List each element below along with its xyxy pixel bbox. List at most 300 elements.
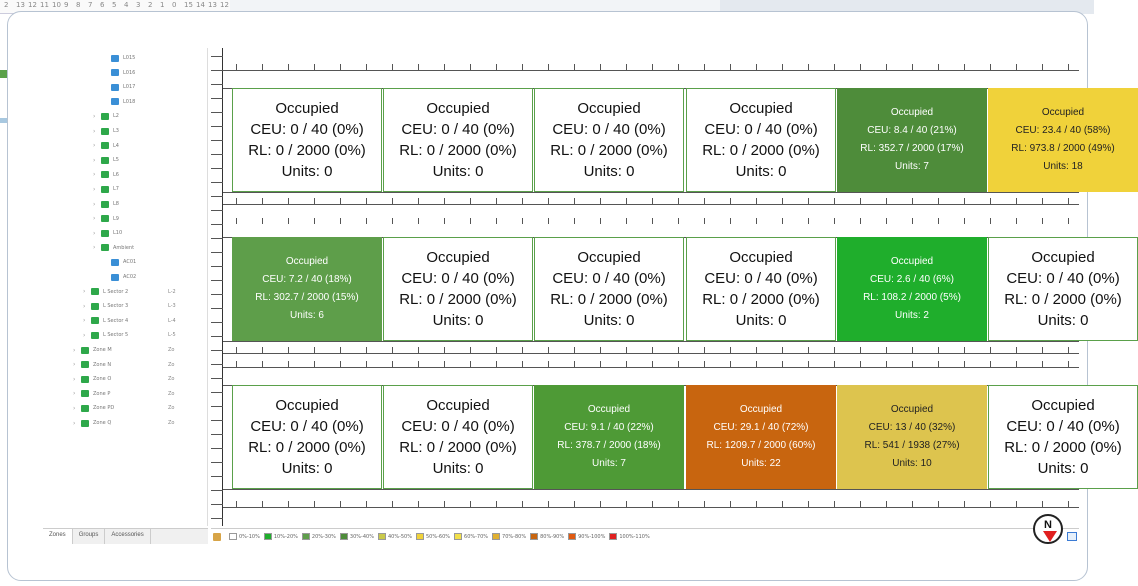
- grid-tick: [392, 347, 393, 353]
- grid-tick: [652, 218, 653, 224]
- expand-icon[interactable]: ›: [93, 215, 96, 223]
- tree-item[interactable]: [73, 344, 175, 356]
- grid-tick: [1042, 347, 1043, 353]
- cell-status: Occupied: [275, 397, 339, 414]
- zone-icon: [91, 332, 99, 339]
- tree-item-code: Zo: [168, 405, 175, 412]
- grid-tick: [340, 501, 341, 507]
- grid-tick: [1042, 361, 1043, 367]
- grid-tick: [808, 347, 809, 353]
- grid-tick: [782, 198, 783, 204]
- tree-item[interactable]: [73, 417, 175, 429]
- expand-icon[interactable]: ›: [83, 317, 86, 325]
- grid-tick: [366, 64, 367, 70]
- ruler-tick: [211, 322, 223, 323]
- grid-tick: [990, 361, 991, 367]
- tree-item-label: L4: [113, 142, 119, 149]
- zone-icon: [111, 84, 119, 91]
- grid-tick: [574, 198, 575, 204]
- cell-ceu: CEU: 0 / 40 (0%): [250, 121, 364, 138]
- grid-tick: [314, 347, 315, 353]
- tree-item-label: Zone O: [93, 376, 112, 383]
- grid-tick: [444, 501, 445, 507]
- tree-item-label: L018: [123, 98, 136, 105]
- tree-item[interactable]: [83, 329, 176, 341]
- tree-item-label: Zone P: [93, 390, 111, 397]
- ruler-label: 10: [52, 1, 61, 9]
- cell-status: Occupied: [426, 249, 490, 266]
- tree-item-code: Zo: [168, 376, 175, 383]
- grid-tick: [730, 218, 731, 224]
- ruler-label: 0: [172, 1, 177, 9]
- grid-tick: [418, 347, 419, 353]
- grid-tick: [704, 361, 705, 367]
- ruler-tick: [211, 392, 223, 393]
- grid-tick: [496, 218, 497, 224]
- cell-rl: RL: 108.2 / 2000 (5%): [863, 292, 961, 303]
- tree-item-code: Zo: [168, 347, 175, 353]
- cell-rl: RL: 541 / 1938 (27%): [864, 440, 960, 451]
- compass-label: N: [1044, 519, 1052, 531]
- grid-tick: [834, 347, 835, 353]
- storage-cell[interactable]: [837, 88, 987, 192]
- grid-tick: [990, 501, 991, 507]
- cell-status: Occupied: [890, 256, 934, 267]
- grid-tick: [236, 198, 237, 204]
- grid-tick: [964, 361, 965, 367]
- legend-label: 40%-50%: [387, 533, 412, 540]
- tree-item[interactable]: [93, 140, 147, 152]
- ruler-tick: [211, 406, 223, 407]
- grid-tick: [938, 218, 939, 224]
- aisle-line: [223, 341, 1079, 342]
- grid-tick: [808, 64, 809, 70]
- aisle-line: [223, 489, 1079, 490]
- grid-tick: [548, 347, 549, 353]
- storage-cell[interactable]: [686, 88, 836, 192]
- tree-item-label: L015: [123, 55, 136, 61]
- expand-icon[interactable]: ›: [83, 288, 86, 296]
- window-icon[interactable]: [1067, 532, 1077, 541]
- storage-cell[interactable]: [534, 385, 684, 489]
- grid-tick: [990, 64, 991, 70]
- ruler-label: 12: [28, 1, 37, 9]
- cell-units: Units: 0: [281, 460, 333, 477]
- grid-tick: [548, 64, 549, 70]
- grid-tick: [1068, 361, 1069, 367]
- ruler-tick: [211, 462, 223, 463]
- tree-item[interactable]: [103, 81, 157, 93]
- tree-item[interactable]: [93, 169, 147, 181]
- tree-item-label: Zone PD: [93, 405, 115, 412]
- tree-item-code: L-4: [168, 317, 176, 324]
- grid-tick: [626, 64, 627, 70]
- cell-units: Units: 10: [892, 458, 932, 469]
- tree-item[interactable]: [93, 242, 147, 254]
- ruler-label: 7: [88, 1, 93, 9]
- grid-tick: [834, 218, 835, 224]
- storage-cell[interactable]: [232, 385, 382, 489]
- zone-icon: [101, 157, 109, 164]
- grid-tick: [678, 198, 679, 204]
- legend-item: [526, 533, 564, 540]
- grid-tick: [470, 347, 471, 353]
- storage-cell[interactable]: [837, 237, 987, 341]
- grid-tick: [262, 501, 263, 507]
- grid-tick: [522, 64, 523, 70]
- grid-tick: [808, 501, 809, 507]
- tree-item[interactable]: [103, 256, 157, 268]
- grid-tick: [340, 64, 341, 70]
- grid-tick: [496, 347, 497, 353]
- zone-icon: [81, 420, 89, 427]
- grid-tick: [1016, 218, 1017, 224]
- utilization-legend: [211, 528, 1079, 544]
- grid-tick: [678, 361, 679, 367]
- zone-icon: [81, 347, 89, 354]
- tree-item[interactable]: [103, 271, 157, 283]
- cell-ceu: CEU: 9.1 / 40 (22%): [564, 422, 654, 433]
- expand-icon[interactable]: ›: [73, 375, 76, 383]
- cell-units: Units: 0: [1037, 460, 1089, 477]
- grid-tick: [470, 501, 471, 507]
- cell-rl: RL: 0 / 2000 (0%): [550, 291, 668, 308]
- storage-cell[interactable]: [232, 88, 382, 192]
- grid-tick: [912, 501, 913, 507]
- zone-tree[interactable]: [43, 48, 208, 526]
- cell-rl: RL: 0 / 2000 (0%): [399, 142, 517, 159]
- tree-item[interactable]: [103, 96, 157, 108]
- tree-item-code: L-2: [168, 288, 176, 295]
- legend-swatch: [530, 533, 538, 540]
- zone-icon: [101, 230, 109, 237]
- cell-status: Occupied: [739, 404, 783, 415]
- grid-tick: [730, 361, 731, 367]
- cell-ceu: CEU: 0 / 40 (0%): [401, 418, 515, 435]
- storage-cell[interactable]: [686, 385, 836, 489]
- tree-item[interactable]: [93, 213, 147, 225]
- tree-item-label: AC01: [123, 259, 137, 266]
- grid-tick: [704, 64, 705, 70]
- grid-tick: [704, 198, 705, 204]
- storage-cell[interactable]: [383, 88, 533, 192]
- expand-icon[interactable]: ›: [93, 127, 96, 135]
- grid-tick: [626, 198, 627, 204]
- legend-swatch: [492, 533, 500, 540]
- expand-icon[interactable]: ›: [73, 361, 76, 369]
- grid-tick: [730, 347, 731, 353]
- grid-tick: [1042, 64, 1043, 70]
- ruler-label: 14: [196, 1, 205, 9]
- expand-icon[interactable]: ›: [73, 404, 76, 412]
- grid-tick: [314, 198, 315, 204]
- grid-tick: [522, 361, 523, 367]
- expand-icon[interactable]: ›: [93, 200, 96, 208]
- ruler-tick: [211, 308, 223, 309]
- grid-tick: [288, 218, 289, 224]
- grid-tick: [574, 218, 575, 224]
- cell-rl: RL: 0 / 2000 (0%): [399, 291, 517, 308]
- cell-units: Units: 7: [895, 161, 929, 172]
- grid-tick: [808, 361, 809, 367]
- aisle-line: [223, 70, 1079, 71]
- grid-tick: [314, 361, 315, 367]
- ruler-tick: [211, 224, 223, 225]
- expand-icon[interactable]: ›: [93, 244, 96, 252]
- cell-rl: RL: 378.7 / 2000 (18%): [557, 440, 661, 451]
- grid-tick: [470, 198, 471, 204]
- grid-tick: [678, 218, 679, 224]
- aisle-line: [223, 204, 1079, 205]
- ruler-tick: [211, 294, 223, 295]
- storage-cell[interactable]: [383, 385, 533, 489]
- expand-icon[interactable]: ›: [93, 142, 96, 150]
- grid-tick: [496, 64, 497, 70]
- grid-tick: [938, 347, 939, 353]
- expand-icon[interactable]: ›: [93, 156, 96, 164]
- lock-icon[interactable]: [213, 533, 221, 541]
- storage-cell[interactable]: [988, 385, 1138, 489]
- ruler-tick: [211, 112, 223, 113]
- compass-icon[interactable]: [1033, 514, 1063, 544]
- tree-item[interactable]: [73, 359, 175, 371]
- grid-tick: [340, 361, 341, 367]
- legend-label: 80%-90%: [540, 533, 565, 540]
- grid-tick: [366, 198, 367, 204]
- grid-tick: [522, 501, 523, 507]
- tree-item[interactable]: [103, 67, 157, 79]
- cell-status: Occupied: [426, 100, 490, 117]
- grid-tick: [392, 198, 393, 204]
- tree-item[interactable]: [93, 110, 147, 122]
- cell-rl: RL: 0 / 2000 (0%): [248, 439, 366, 456]
- grid-tick: [860, 64, 861, 70]
- cell-status: Occupied: [285, 256, 329, 267]
- legend-item: [260, 533, 298, 540]
- tree-item[interactable]: [93, 154, 147, 166]
- ruler-tick: [211, 336, 223, 337]
- ruler-tick: [211, 434, 223, 435]
- expand-icon[interactable]: ›: [93, 185, 96, 193]
- tab-groups[interactable]: Groups: [73, 529, 106, 544]
- zone-icon: [111, 69, 119, 76]
- grid-tick: [990, 198, 991, 204]
- grid-tick: [860, 198, 861, 204]
- grid-tick: [262, 64, 263, 70]
- zone-icon: [111, 259, 119, 266]
- grid-tick: [652, 198, 653, 204]
- storage-cell[interactable]: [988, 88, 1138, 192]
- grid-tick: [860, 218, 861, 224]
- legend-item: [412, 533, 450, 540]
- tree-item[interactable]: [93, 227, 147, 239]
- grid-tick: [756, 198, 757, 204]
- grid-tick: [964, 347, 965, 353]
- grid-tick: [860, 347, 861, 353]
- cell-rl: RL: 1209.7 / 2000 (60%): [706, 440, 816, 451]
- grid-tick: [288, 501, 289, 507]
- storage-cell[interactable]: [232, 237, 382, 341]
- grid-tick: [1068, 501, 1069, 507]
- grid-tick: [470, 218, 471, 224]
- grid-tick: [600, 218, 601, 224]
- ruler-tick: [211, 252, 223, 253]
- zone-icon: [91, 303, 99, 310]
- grid-tick: [574, 361, 575, 367]
- ruler-tick: [211, 56, 223, 57]
- tree-item[interactable]: [73, 388, 175, 400]
- zone-icon: [101, 142, 109, 149]
- grid-tick: [834, 361, 835, 367]
- storage-cell[interactable]: [534, 237, 684, 341]
- zone-icon: [91, 317, 99, 324]
- grid-tick: [236, 218, 237, 224]
- grid-tick: [938, 198, 939, 204]
- floorplan-grid[interactable]: [211, 48, 1122, 526]
- grid-tick: [262, 361, 263, 367]
- expand-icon[interactable]: ›: [73, 390, 76, 398]
- grid-tick: [444, 361, 445, 367]
- grid-tick: [392, 218, 393, 224]
- ruler-label: 13: [16, 1, 25, 9]
- storage-cell[interactable]: [988, 237, 1138, 341]
- grid-tick: [548, 361, 549, 367]
- grid-tick: [678, 64, 679, 70]
- cell-units: Units: 0: [432, 312, 484, 329]
- grid-tick: [288, 347, 289, 353]
- cell-ceu: CEU: 0 / 40 (0%): [1006, 418, 1120, 435]
- grid-tick: [834, 198, 835, 204]
- grid-tick: [366, 347, 367, 353]
- grid-tick: [652, 347, 653, 353]
- tree-item-label: Ambient: [113, 244, 135, 251]
- tree-item-label: L017: [123, 84, 136, 91]
- tree-item[interactable]: [73, 402, 175, 414]
- cell-units: Units: 2: [895, 310, 929, 321]
- grid-tick: [938, 361, 939, 367]
- cell-status: Occupied: [890, 107, 934, 118]
- cell-rl: RL: 0 / 2000 (0%): [550, 142, 668, 159]
- cell-status: Occupied: [1031, 397, 1095, 414]
- grid-tick: [704, 347, 705, 353]
- expand-icon[interactable]: ›: [73, 346, 76, 354]
- storage-cell[interactable]: [837, 385, 987, 489]
- grid-tick: [444, 198, 445, 204]
- grid-tick: [600, 198, 601, 204]
- grid-tick: [990, 218, 991, 224]
- cell-status: Occupied: [1031, 249, 1095, 266]
- ruler-tick: [211, 490, 223, 491]
- cell-ceu: CEU: 0 / 40 (0%): [552, 121, 666, 138]
- expand-icon[interactable]: ›: [93, 229, 96, 237]
- expand-icon[interactable]: ›: [93, 112, 96, 120]
- floorplan-window: [43, 48, 1122, 558]
- grid-tick: [860, 361, 861, 367]
- tree-item-label: L2: [113, 113, 119, 120]
- tree-item[interactable]: [83, 286, 176, 298]
- cell-status: Occupied: [729, 100, 793, 117]
- tree-item[interactable]: [93, 183, 147, 195]
- tree-item-label: L6: [113, 171, 119, 178]
- compass-arrow: [1043, 531, 1057, 542]
- storage-cell[interactable]: [534, 88, 684, 192]
- grid-tick: [600, 501, 601, 507]
- zone-icon: [111, 98, 119, 105]
- grid-tick: [756, 361, 757, 367]
- cell-status: Occupied: [426, 397, 490, 414]
- grid-tick: [444, 64, 445, 70]
- tree-item[interactable]: [73, 373, 175, 385]
- expand-icon[interactable]: ›: [83, 302, 86, 310]
- tree-item[interactable]: [83, 315, 176, 327]
- expand-icon[interactable]: ›: [83, 331, 86, 339]
- cell-ceu: CEU: 0 / 40 (0%): [704, 270, 818, 287]
- zoom-frame: [7, 11, 1122, 581]
- legend-swatch: [229, 533, 237, 540]
- tab-zones[interactable]: Zones: [43, 529, 73, 544]
- tree-tabs: [43, 528, 208, 544]
- grid-tick: [366, 501, 367, 507]
- grid-tick: [340, 218, 341, 224]
- grid-tick: [886, 501, 887, 507]
- zone-icon: [81, 361, 89, 368]
- grid-tick: [1068, 198, 1069, 204]
- legend-label: 20%-30%: [311, 533, 336, 540]
- grid-tick: [704, 218, 705, 224]
- ruler-tick: [211, 70, 223, 71]
- grid-tick: [366, 218, 367, 224]
- grid-tick: [496, 198, 497, 204]
- ruler-tick: [211, 476, 223, 477]
- tree-item[interactable]: [93, 125, 147, 137]
- legend-label: 90%-100%: [578, 533, 606, 540]
- tree-item-label: L5: [113, 157, 119, 164]
- grid-tick: [288, 361, 289, 367]
- grid-tick: [574, 347, 575, 353]
- grid-tick: [626, 218, 627, 224]
- legend-item: [374, 533, 412, 540]
- legend-swatch: [340, 533, 348, 540]
- tree-item-label: Zone N: [93, 361, 112, 368]
- grid-tick: [236, 501, 237, 507]
- cell-rl: RL: 0 / 2000 (0%): [248, 142, 366, 159]
- grid-tick: [236, 361, 237, 367]
- tree-item[interactable]: [83, 300, 176, 312]
- tree-item[interactable]: [93, 198, 147, 210]
- ruler-tick: [211, 448, 223, 449]
- grid-tick: [262, 198, 263, 204]
- grid-tick: [782, 501, 783, 507]
- grid-tick: [600, 347, 601, 353]
- grid-tick: [522, 198, 523, 204]
- ruler-tick: [211, 182, 223, 183]
- tab-accessories[interactable]: Accessories: [105, 529, 150, 544]
- grid-tick: [912, 347, 913, 353]
- storage-cell[interactable]: [383, 237, 533, 341]
- storage-cell[interactable]: [686, 237, 836, 341]
- cell-units: Units: 0: [1037, 312, 1089, 329]
- grid-tick: [1042, 198, 1043, 204]
- grid-tick: [834, 64, 835, 70]
- grid-tick: [1068, 64, 1069, 70]
- expand-icon[interactable]: ›: [73, 419, 76, 427]
- cell-rl: RL: 0 / 2000 (0%): [1004, 439, 1122, 456]
- grid-tick: [522, 218, 523, 224]
- tree-item[interactable]: [103, 52, 157, 64]
- expand-icon[interactable]: ›: [93, 171, 96, 179]
- ruler-label: 13: [208, 1, 217, 9]
- tree-item-label: L8: [113, 201, 119, 207]
